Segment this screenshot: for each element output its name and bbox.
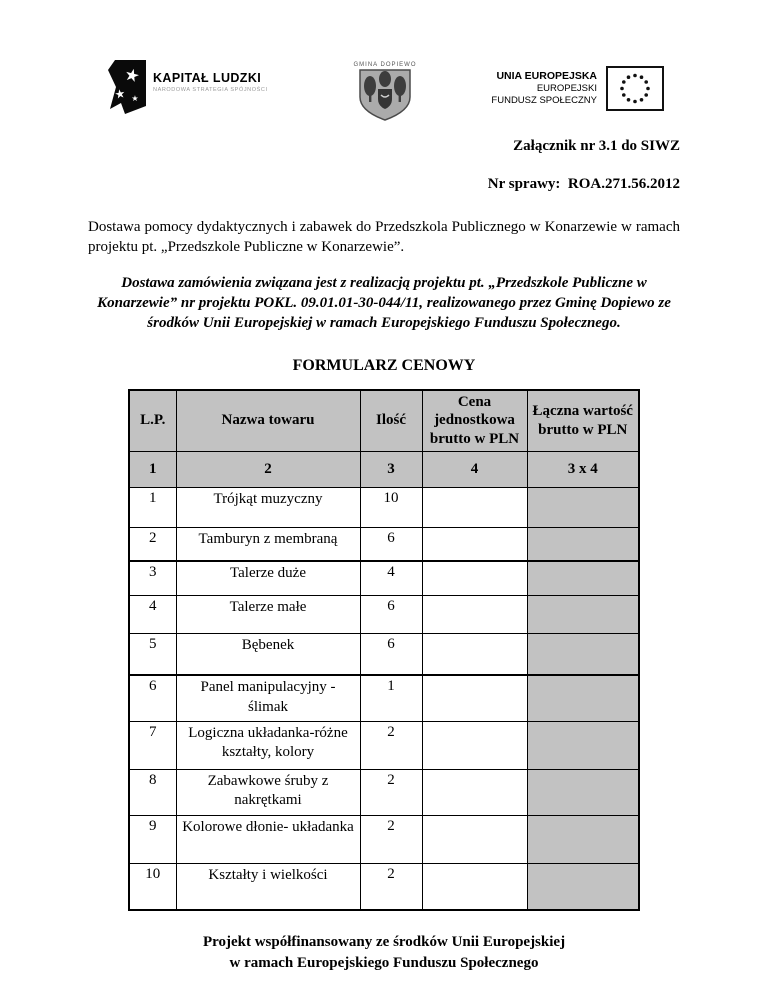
table-row (129, 595, 639, 633)
price-table-head (129, 390, 639, 488)
cell-name: Logiczna układanka-różne kształty, kolory (176, 721, 360, 769)
cell-name: Kształty i wielkości (176, 863, 360, 910)
kapital-ludzki-logo (108, 60, 268, 114)
cell-qty: 2 (360, 769, 422, 815)
cell-total (527, 527, 639, 561)
cell-lp: 3 (129, 561, 176, 595)
cell-total (527, 595, 639, 633)
svg-text:★: ★ (113, 86, 127, 102)
cell-qty: 6 (360, 595, 422, 633)
cell-unit-price (422, 561, 527, 595)
cell-unit-price (422, 863, 527, 910)
svg-text:GMINA DOPIEWO: GMINA DOPIEWO (353, 62, 417, 68)
cell-lp: 9 (129, 815, 176, 863)
cell-total (527, 769, 639, 815)
unia-europejska-line2: EUROPEJSKI (536, 83, 597, 94)
project-note-paragraph: Dostawa zamówienia związana jest z realizacją projektu pt. „Przedszkole Publiczne w Konarzewie” nr projektu POKL. 09.01.01-30-044/11, realizowanego przez Gminę Dopiewo ze środków Unii Europejskiej w ramach Europejskiego Funduszu Społecznego. (97, 274, 671, 331)
cell-lp: 6 (129, 675, 176, 721)
footer-note (88, 932, 680, 973)
kapital-ludzki-flag-icon (108, 60, 146, 114)
table-row (129, 815, 639, 863)
cell-name: Bębenek (176, 633, 360, 675)
cell-name: Talerze małe (176, 595, 360, 633)
table-row (129, 675, 639, 721)
cell-lp: 8 (129, 769, 176, 815)
col-header-unit-price: Cena jednostkowa brutto w PLN (422, 390, 527, 452)
cell-name: Panel manipulacyjny - ślimak (176, 675, 360, 721)
cell-qty: 6 (360, 633, 422, 675)
cell-name: Kolorowe dłonie- układanka (176, 815, 360, 863)
footer-line2: w ramach Europejskiego Funduszu Społecznego (229, 954, 539, 971)
cell-total (527, 863, 639, 910)
cell-unit-price (422, 527, 527, 561)
cell-qty: 1 (360, 675, 422, 721)
cell-lp: 1 (129, 487, 176, 527)
cell-qty: 10 (360, 487, 422, 527)
col-number-4: 4 (422, 451, 527, 487)
cell-qty: 2 (360, 721, 422, 769)
attachment-label: Załącznik nr 3.1 do SIWZ (513, 138, 680, 154)
unia-europejska-logo (491, 66, 664, 111)
form-title: FORMULARZ CENOWY (292, 356, 476, 374)
cell-name: Zabawkowe śruby z nakrętkami (176, 769, 360, 815)
cell-total (527, 561, 639, 595)
table-header-row (129, 390, 639, 452)
cell-unit-price (422, 595, 527, 633)
cell-lp: 4 (129, 595, 176, 633)
unia-europejska-line1: UNIA EUROPEJSKA (496, 70, 597, 82)
cell-name: Talerze duże (176, 561, 360, 595)
gmina-dopiewo-crest-icon (347, 58, 423, 126)
cell-total (527, 675, 639, 721)
gmina-dopiewo-crest (347, 58, 423, 131)
table-row (129, 487, 639, 527)
cell-unit-price (422, 633, 527, 675)
cell-unit-price (422, 769, 527, 815)
table-column-number-row (129, 451, 639, 487)
cell-lp: 7 (129, 721, 176, 769)
cell-total (527, 487, 639, 527)
kapital-ludzki-title: KAPITAŁ LUDZKI (153, 71, 262, 85)
cell-qty: 6 (360, 527, 422, 561)
kapital-ludzki-text (153, 71, 268, 93)
kapital-ludzki-subtitle: NARODOWA STRATEGIA SPÓJNOŚCI (153, 87, 268, 93)
table-row (129, 769, 639, 815)
cell-total (527, 815, 639, 863)
unia-europejska-line3: FUNDUSZ SPOŁECZNY (491, 95, 597, 106)
cell-qty: 2 (360, 863, 422, 910)
col-header-total: Łączna wartość brutto w PLN (527, 390, 639, 452)
cell-lp: 5 (129, 633, 176, 675)
table-row (129, 561, 639, 595)
col-header-qty: Ilość (360, 390, 422, 452)
cell-lp: 10 (129, 863, 176, 910)
cell-lp: 2 (129, 527, 176, 561)
cell-unit-price (422, 815, 527, 863)
price-table-body (129, 487, 639, 910)
unia-europejska-text (491, 70, 597, 106)
cell-unit-price (422, 675, 527, 721)
cell-qty: 2 (360, 815, 422, 863)
col-number-1: 1 (129, 451, 176, 487)
cell-total (527, 633, 639, 675)
intro-paragraph: Dostawa pomocy dydaktycznych i zabawek do Przedszkola Publicznego w Konarzewie w ramach projektu pt. „Przedszkole Publiczne w Konarzewie”. (88, 219, 680, 255)
table-row (129, 527, 639, 561)
cell-total (527, 721, 639, 769)
col-header-lp: L.P. (129, 390, 176, 452)
table-row (129, 863, 639, 910)
cell-unit-price (422, 487, 527, 527)
case-number-label: Nr sprawy: ROA.271.56.2012 (487, 176, 680, 192)
eu-flag-icon (606, 66, 664, 111)
cell-name: Tamburyn z membraną (176, 527, 360, 561)
col-number-2: 2 (176, 451, 360, 487)
cell-name: Trójkąt muzyczny (176, 487, 360, 527)
cell-qty: 4 (360, 561, 422, 595)
table-row (129, 633, 639, 675)
cell-unit-price (422, 721, 527, 769)
svg-text:★: ★ (122, 64, 142, 87)
table-row (129, 721, 639, 769)
col-header-name: Nazwa towaru (176, 390, 360, 452)
price-table (128, 389, 640, 912)
footer-line1: Projekt współfinansowany ze środków Unii Europejskiej (202, 934, 566, 951)
svg-text:★: ★ (131, 94, 139, 103)
col-number-3x4: 3 x 4 (527, 451, 639, 487)
col-number-3: 3 (360, 451, 422, 487)
